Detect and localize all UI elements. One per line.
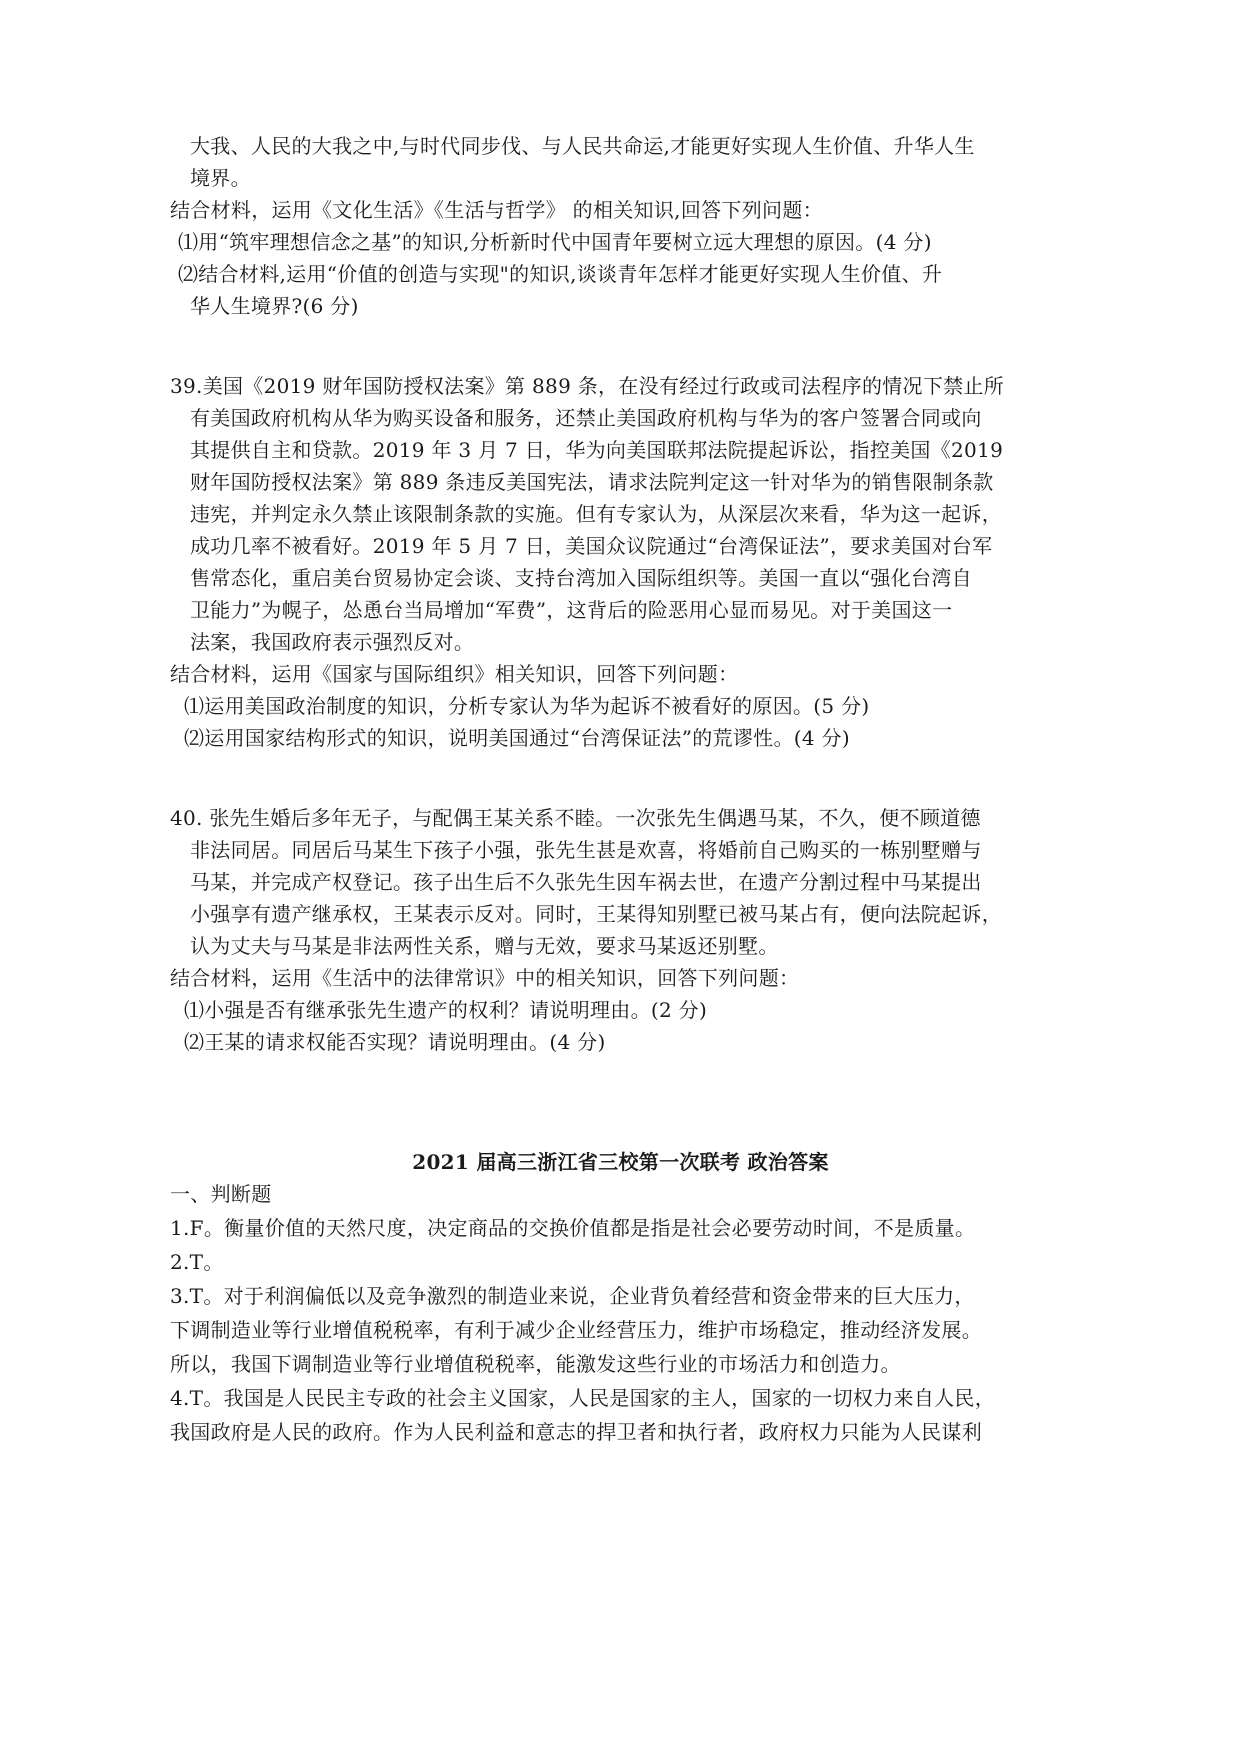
- q39-stem-line: 有美国政府机构从华为购买设备和服务，还禁止美国政府机构与华为的客户签署合同或向: [190, 406, 982, 430]
- q38-subquestion-2: ⑵结合材料,运用“价值的创造与实现"的知识,谈谈青年怎样才能更好实现人生价值、升: [178, 262, 943, 286]
- q39-stem-line: 39.美国《2019 财年国防授权法案》第 889 条，在没有经过行政或司法程序的情况下禁止所: [170, 374, 1005, 398]
- answer-item-cont: 我国政府是人民的政府。作为人民利益和意志的捍卫者和执行者，政府权力只能为人民谋利: [170, 1420, 982, 1444]
- answer-item: 2.T。: [170, 1250, 224, 1274]
- q39-subquestion-1: ⑴运用美国政治制度的知识，分析专家认为华为起诉不被看好的原因。(5 分): [184, 694, 870, 718]
- q38-text-line: 大我、人民的大我之中,与时代同步伐、与人民共命运,才能更好实现人生价值、升华人生: [190, 134, 975, 158]
- answers-section-heading: 一、判断题: [170, 1182, 272, 1206]
- q40-subquestion-2: ⑵王某的请求权能否实现？请说明理由。(4 分): [184, 1030, 606, 1054]
- q39-stem-line: 售常态化，重启美台贸易协定会谈、支持台湾加入国际组织等。美国一直以“强化台湾自: [190, 566, 972, 590]
- q39-instruction: 结合材料，运用《国家与国际组织》相关知识，回答下列问题：: [170, 662, 739, 686]
- q39-stem-line: 卫能力”为幌子，怂恿台当局增加“军费”，这背后的险恶用心显而易见。对于美国这一: [190, 598, 953, 622]
- q40-stem-line: 40. 张先生婚后多年无子，与配偶王某关系不睦。一次张先生偶遇马某，不久，便不顾道德: [170, 806, 981, 830]
- q39-stem-line: 违宪，并判定永久禁止该限制条款的实施。但有专家认为，从深层次来看，华为这一起诉，: [190, 502, 1002, 526]
- q40-stem-line: 马某，并完成产权登记。孩子出生后不久张先生因车祸去世，在遗产分割过程中马某提出: [190, 870, 982, 894]
- q38-subquestion-2-cont: 华人生境界?(6 分): [190, 294, 359, 318]
- q40-stem-line: 认为丈夫与马某是非法两性关系，赠与无效，要求马某返还别墅。: [190, 934, 779, 958]
- q38-instruction: 结合材料，运用《文化生活》《生活与哲学》 的相关知识,回答下列问题：: [170, 198, 823, 222]
- q38-text-line: 境界。: [190, 166, 251, 190]
- q38-subquestion-1: ⑴用“筑牢理想信念之基”的知识,分析新时代中国青年要树立远大理想的原因。(4 分): [178, 230, 932, 254]
- q39-subquestion-2: ⑵运用国家结构形式的知识，说明美国通过“台湾保证法”的荒谬性。(4 分): [184, 726, 850, 750]
- q40-stem-line: 小强享有遗产继承权，王某表示反对。同时，王某得知别墅已被马某占有，便向法院起诉，: [190, 902, 1002, 926]
- answer-item: 4.T。我国是人民民主专政的社会主义国家，人民是国家的主人，国家的一切权力来自人民，: [170, 1386, 996, 1410]
- q40-instruction: 结合材料，运用《生活中的法律常识》中的相关知识，回答下列问题：: [170, 966, 800, 990]
- answer-item-cont: 所以，我国下调制造业等行业增值税税率，能激发这些行业的市场活力和创造力。: [170, 1352, 901, 1376]
- answer-item-cont: 下调制造业等行业增值税税率，有利于减少企业经营压力，维护市场稳定，推动经济发展。: [170, 1318, 982, 1342]
- q39-stem-line: 财年国防授权法案》第 889 条违反美国宪法，请求法院判定这一针对华为的销售限制条款: [190, 470, 994, 494]
- answer-item: 3.T。对于利润偏低以及竞争激烈的制造业来说，企业背负着经营和资金带来的巨大压力，: [170, 1284, 975, 1308]
- answers-title: 2021 届高三浙江省三校第一次联考 政治答案: [412, 1150, 829, 1174]
- q40-subquestion-1: ⑴小强是否有继承张先生遗产的权利？请说明理由。(2 分): [184, 998, 708, 1022]
- q39-stem-line: 其提供自主和贷款。2019 年 3 月 7 日，华为向美国联邦法院提起诉讼，指控美国《2019: [190, 438, 1004, 462]
- q39-stem-line: 法案，我国政府表示强烈反对。: [190, 630, 475, 654]
- answer-item: 1.F。衡量价值的天然尺度，决定商品的交换价值都是指是社会必要劳动时间，不是质量。: [170, 1216, 976, 1240]
- q39-stem-line: 成功几率不被看好。2019 年 5 月 7 日，美国众议院通过“台湾保证法”，要求美国对台军: [190, 534, 993, 558]
- q40-stem-line: 非法同居。同居后马某生下孩子小强，张先生甚是欢喜，将婚前自己购买的一栋别墅赠与: [190, 838, 982, 862]
